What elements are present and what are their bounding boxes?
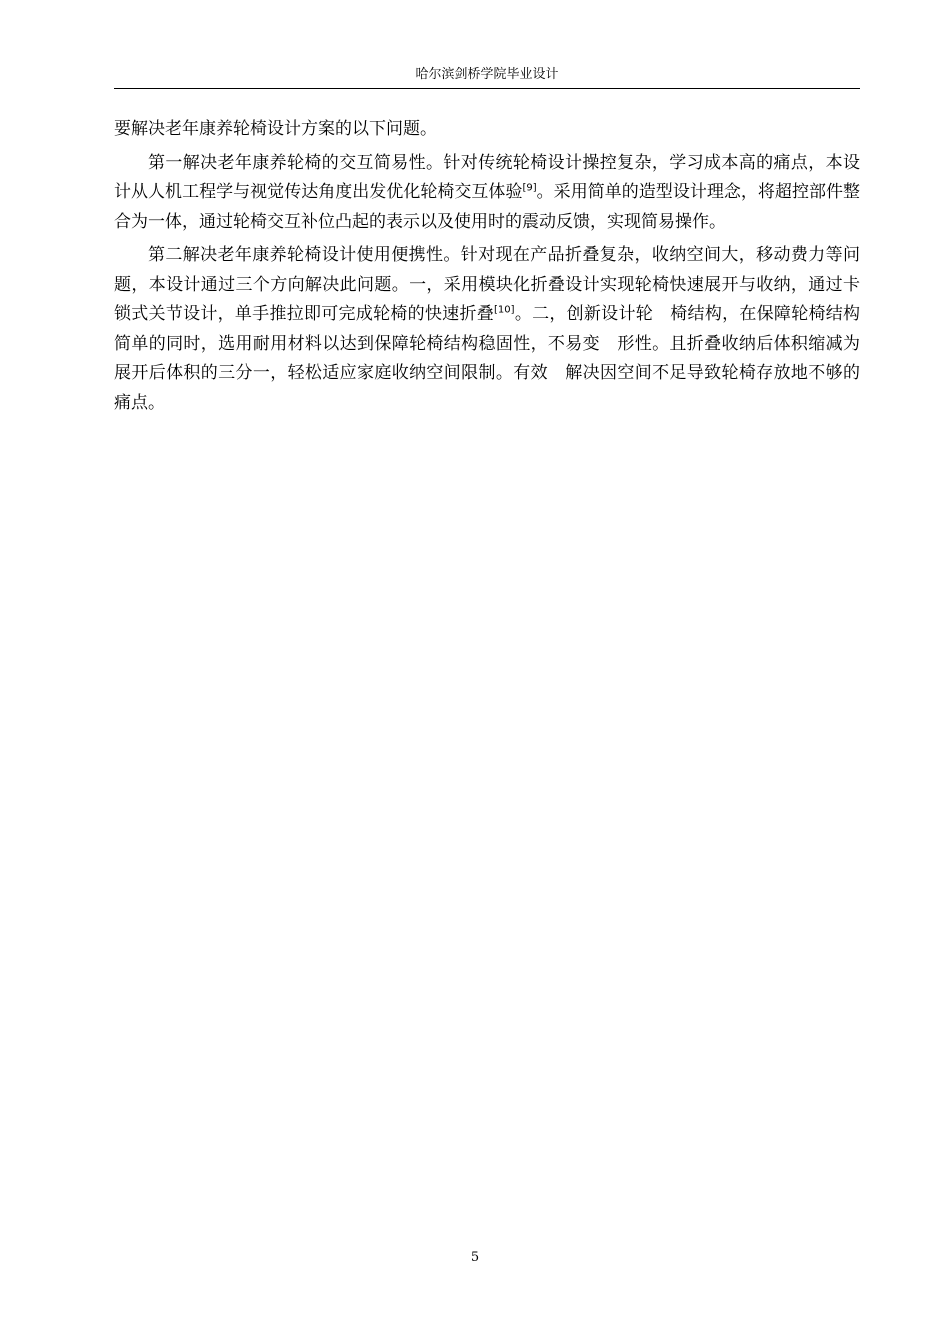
paragraph-interaction-text-1: 第一解决老年康养轮椅的交互简易性。针对传统轮椅设计操控复杂，学习成本高的痛点，本设计从人机工程学与视觉传达角度出发优化轮椅交互体验 <box>114 152 860 202</box>
body-text <box>114 115 860 422</box>
citation-10: [10] <box>494 304 515 316</box>
paragraph-interaction-text-2: 。采用简单的造型设计理念，将超控部件整合为一体，通过轮椅交互补位凸起的表示以及使用时的震动反馈，实现简易操作。 <box>114 182 861 232</box>
paragraph-interaction <box>114 149 860 238</box>
page-header <box>114 64 860 89</box>
paragraph-portability-text-2: 。二，创新设计轮 椅结构，在保障轮椅结构简单的同时，选用耐用材料以达到保障轮椅结构稳固性，不易变 形性。且折叠收纳后体积缩减为展开后体积的三分一，轻松适应家庭收纳空间限制。有效 解决因空间不足导致轮椅存放地不够的痛点。 <box>114 304 861 413</box>
paragraph-intro <box>114 115 860 145</box>
page-number: 5 <box>470 1250 480 1265</box>
paragraph-portability <box>114 241 860 418</box>
citation-9: [9] <box>522 182 537 194</box>
header-title: 哈尔滨剑桥学院毕业设计 <box>415 67 559 82</box>
paragraph-intro-text: 要解决老年康养轮椅设计方案的以下问题。 <box>114 119 437 139</box>
paragraph-portability-text-1: 第二解决老年康养轮椅设计使用便携性。针对现在产品折叠复杂，收纳空间大，移动费力等问题，本设计通过三个方向解决此问题。一，采用模块化折叠设计实现轮椅快速展开与收纳，通过卡锁式关节设计，单手推拉即可完成轮椅的快速折叠 <box>114 245 860 324</box>
